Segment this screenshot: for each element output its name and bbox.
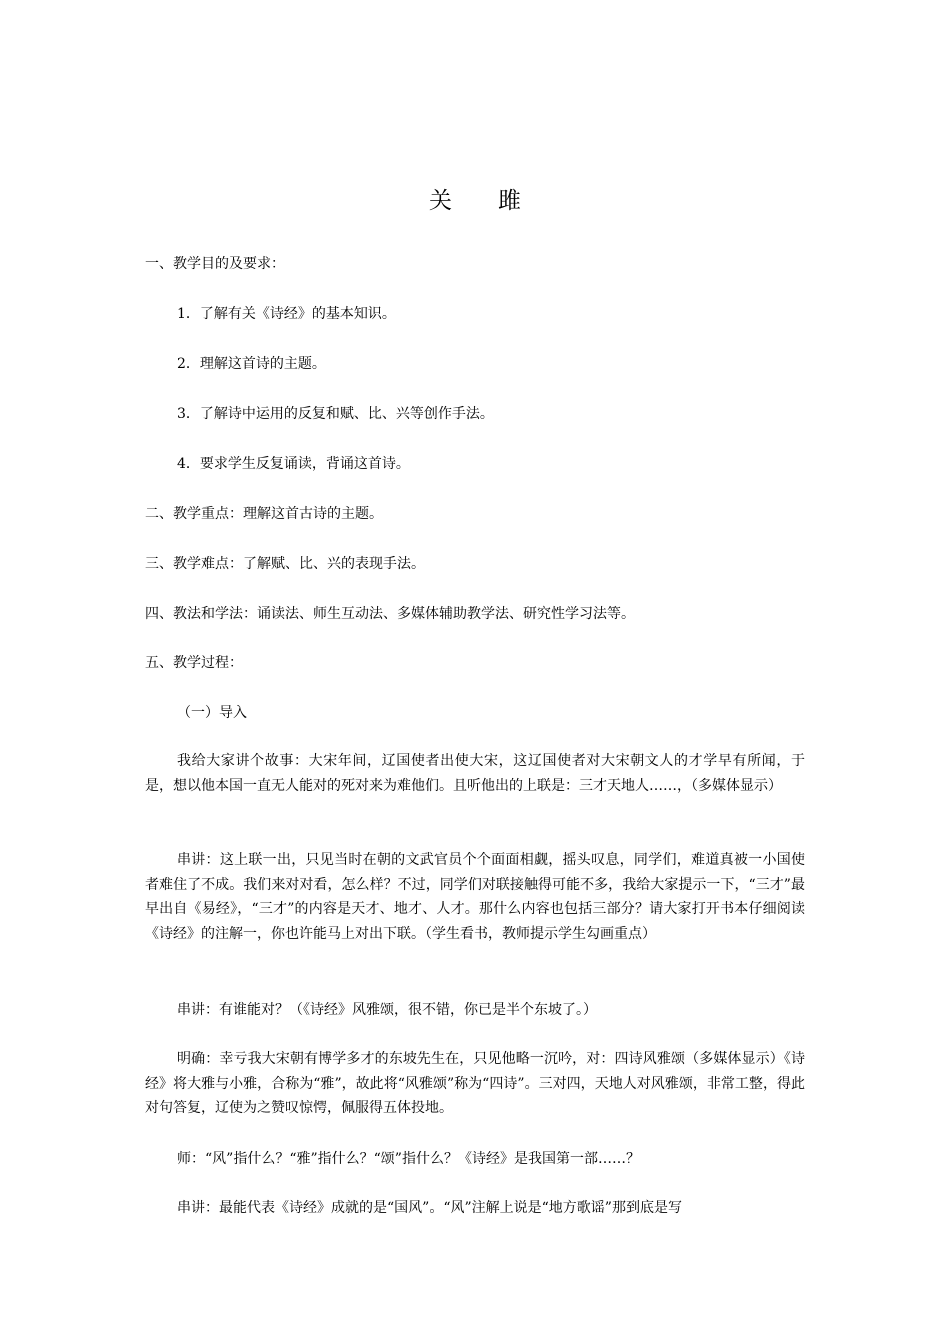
body-paragraph: 串讲：这上联一出，只见当时在朝的文武官员个个面面相觑，摇头叹息，同学们，难道真被一小国使者难住了不成。我们来对对看，怎么样？不过，同学们对联接触得可能不多，我给大家提示一下，“三才”最早出自《易经》，“三才”的内容是天才、地才、人才。那什么内容也包括三部分？请大家打开书本仔细阅读《诗经》的注解一，你也许能马上对出下联。（学生看书，教师提示学生勾画重点） (145, 852, 805, 942)
body-paragraph: 串讲：最能代表《诗经》成就的是“国风”。“风”注解上说是“地方歌谣”那到底是写 (177, 1200, 682, 1216)
body-paragraph: 串讲：有谁能对？（《诗经》风雅颂，很不错，你已是半个东坡了。） (177, 1002, 597, 1018)
objective-item: 2．理解这首诗的主题。 (177, 356, 326, 372)
body-paragraph: 师：“风”指什么？“雅”指什么？“颂”指什么？《诗经》是我国第一部……？ (177, 1151, 640, 1167)
subsection-heading-intro: （一）导入 (177, 705, 247, 721)
body-paragraph: 明确：幸亏我大宋朝有博学多才的东坡先生在，只见他略一沉吟，对：四诗风雅颂（多媒体显示）《诗经》将大雅与小雅，合称为“雅”，故此将“风雅颂”称为“四诗”。三对四，天地人对风雅颂，非常工整，得此对句答复，辽使为之赞叹惊愕，佩服得五体投地。 (145, 1051, 805, 1116)
objective-item: 3．了解诗中运用的反复和赋、比、兴等创作手法。 (177, 406, 494, 422)
section-heading-process: 五、教学过程： (145, 655, 243, 671)
objective-item: 4．要求学生反复诵读，背诵这首诗。 (177, 456, 410, 472)
document-title: 关 雎 (429, 188, 521, 214)
section-key-points: 二、教学重点：理解这首古诗的主题。 (145, 506, 383, 522)
section-difficulties: 三、教学难点：了解赋、比、兴的表现手法。 (145, 556, 425, 572)
objective-item: 1．了解有关《诗经》的基本知识。 (177, 306, 396, 322)
section-methods: 四、教法和学法：诵读法、师生互动法、多媒体辅助教学法、研究性学习法等。 (145, 606, 635, 622)
body-paragraph: 我给大家讲个故事：大宋年间，辽国使者出使大宋，这辽国使者对大宋朝文人的才学早有所闻，于是，想以他本国一直无人能对的死对来为难他们。且听他出的上联是：三才天地人……，（多媒体显示） (145, 753, 805, 794)
section-heading-objectives: 一、教学目的及要求： (145, 256, 285, 272)
